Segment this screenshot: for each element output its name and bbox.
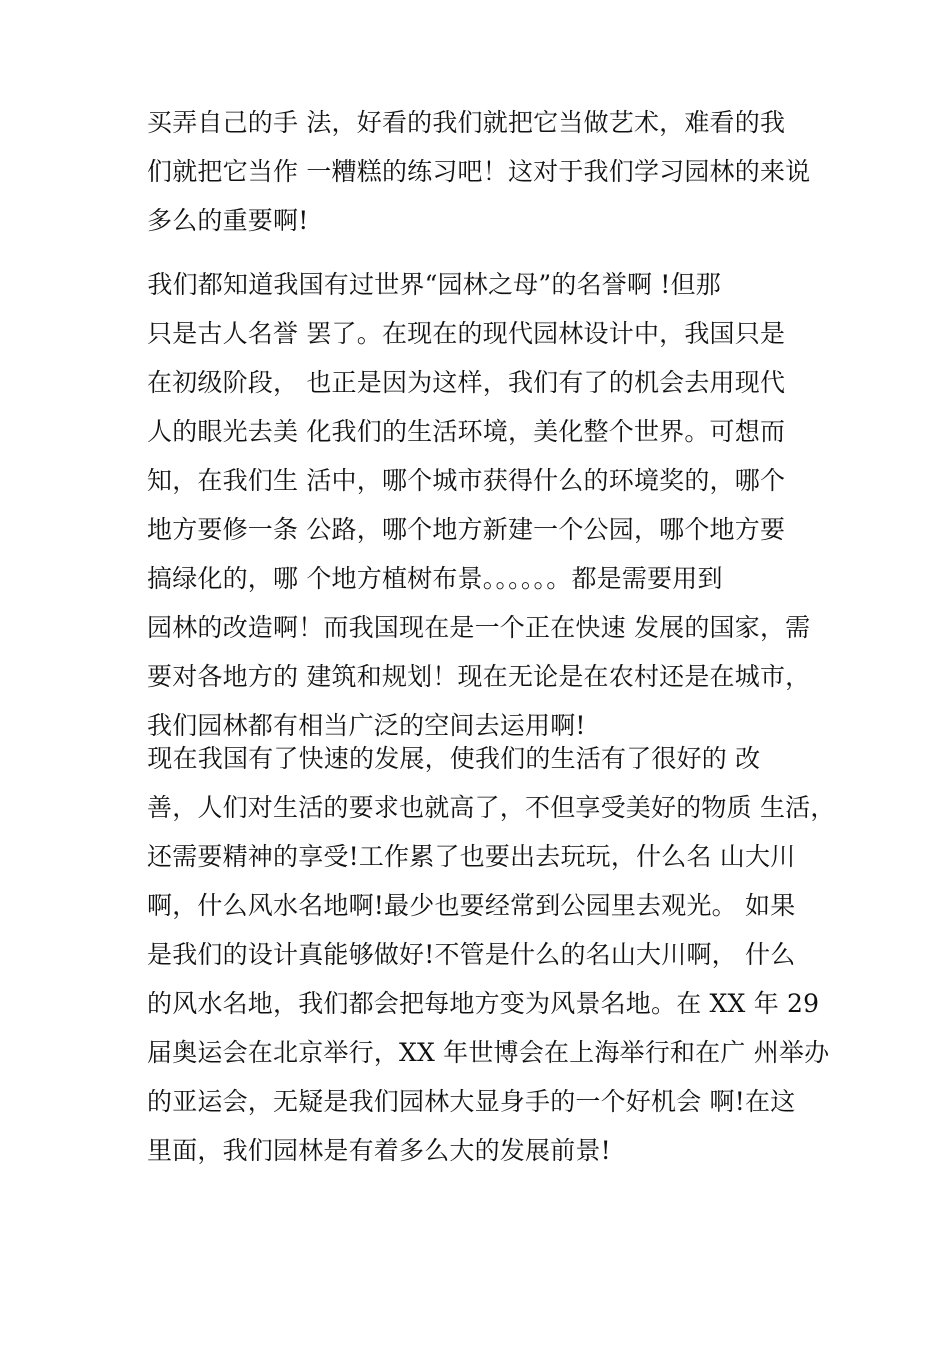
text-line: 在初级阶段， 也正是因为这样，我们有了的机会去用现代 (147, 368, 786, 397)
text-line: 啊，什么风水名地啊!最少也要经常到公园里去观光。 如果 (147, 891, 796, 920)
text-line: 园林的改造啊！而我国现在是一个正在快速 发展的国家，需 (147, 613, 811, 642)
text-line: 买弄自己的手 法，好看的我们就把它当做艺术，难看的我 (147, 108, 786, 137)
text-line: 地方要修一条 公路，哪个地方新建一个公园，哪个地方要 (147, 515, 786, 544)
paragraph-3 (97, 734, 847, 1175)
text-line: 的亚运会，无疑是我们园林大显身手的一个好机会 啊!在这 (147, 1087, 796, 1116)
text-line: 搞绿化的，哪 个地方植树布景。。。。。。都是需要用到 (147, 564, 723, 593)
text-line: 我们都知道我国有过世界“园林之母”的名誉啊 !但那 (97, 270, 721, 299)
text-line: 里面，我们园林是有着多么大的发展前景! (147, 1136, 611, 1165)
text-line: 现在我国有了快速的发展，使我们的生活有了很好的 改 (97, 744, 761, 773)
text-line: 是我们的设计真能够做好!不管是什么的名山大川啊， 什么 (147, 940, 796, 969)
text-line: 的风水名地，我们都会把每地方变为风景名地。在 XX 年 29 (147, 989, 820, 1018)
text-line: 届奥运会在北京举行，XX 年世博会在上海举行和在广 州举办 (147, 1038, 830, 1067)
text-line: 多么的重要啊! (147, 206, 309, 235)
paragraph-2 (97, 260, 847, 750)
text-line: 只是古人名誉 罢了。在现在的现代园林设计中，我国只是 (147, 319, 786, 348)
text-line: 善，人们对生活的要求也就高了，不但享受美好的物质 生活， (147, 793, 836, 822)
text-line: 我们园林都有相当广泛的空间去运用啊! (147, 711, 586, 740)
paragraph-1 (147, 98, 847, 245)
text-line: 知，在我们生 活中，哪个城市获得什么的环境奖的，哪个 (147, 466, 786, 495)
text-line: 人的眼光去美 化我们的生活环境，美化整个世界。可想而 (147, 417, 786, 446)
text-line: 要对各地方的 建筑和规划！现在无论是在农村还是在城市， (147, 662, 811, 691)
text-line: 还需要精神的享受!工作累了也要出去玩玩，什么名 山大川 (147, 842, 796, 871)
text-line: 们就把它当作 一糟糕的练习吧！这对于我们学习园林的来说 (147, 157, 811, 186)
